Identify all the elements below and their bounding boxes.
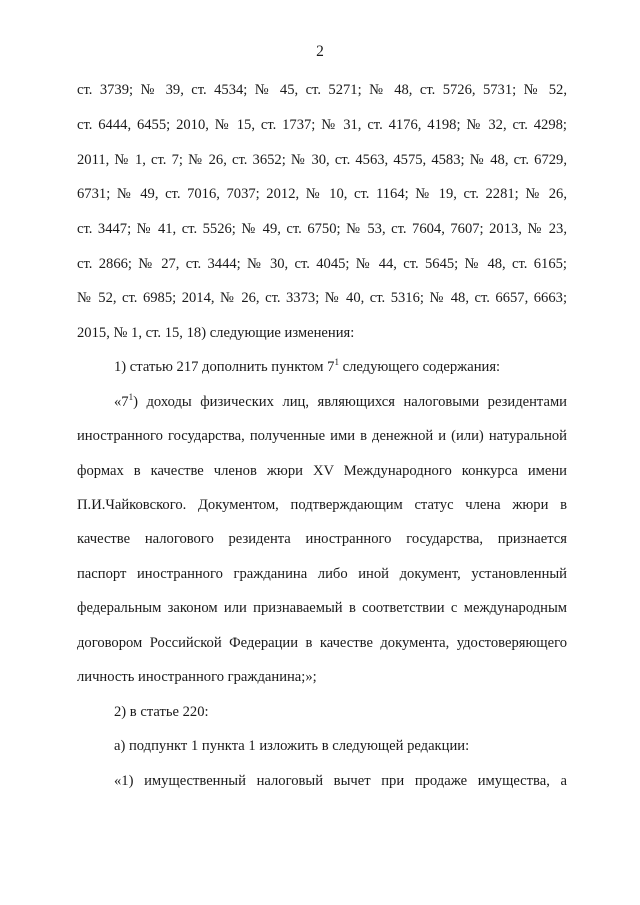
item-1-text: 1) статью 217 дополнить пунктом 7 bbox=[114, 359, 335, 375]
quote-open: «7 bbox=[114, 394, 129, 410]
text-line: ст. 2866; № 27, ст. 3444; № 30, ст. 4045; № 44, ст. 5645; № 48, ст. 6165; bbox=[77, 256, 567, 272]
item-2-line: 2) в статье 220: bbox=[114, 704, 209, 720]
text-line: качестве налогового резидента иностранного государства, признается bbox=[77, 531, 567, 547]
text-line: личность иностранного гражданина;»; bbox=[77, 669, 317, 685]
quote-text-rest: ) доходы физических лиц, являющихся налоговыми резидентами bbox=[133, 394, 567, 410]
text-line: ст. 3447; № 41, ст. 5526; № 49, ст. 6750; № 53, ст. 7604, 7607; 2013, № 23, bbox=[77, 221, 567, 237]
quote-start-line bbox=[114, 394, 567, 411]
text-line: иностранного государства, полученные ими в денежной и (или) натуральной bbox=[77, 428, 567, 444]
text-line: договором Российской Федерации в качестве документа, удостоверяющего bbox=[77, 635, 567, 651]
text-line: ст. 3739; № 39, ст. 4534; № 45, ст. 5271; № 48, ст. 5726, 5731; № 52, bbox=[77, 82, 567, 98]
quote-line: «1) имущественный налоговый вычет при продаже имущества, а bbox=[114, 773, 567, 789]
text-line: формах в качестве членов жюри XV Международного конкурса имени bbox=[77, 463, 567, 479]
subitem-a-line: а) подпункт 1 пункта 1 изложить в следующей редакции: bbox=[114, 738, 470, 754]
superscript: 1 bbox=[334, 357, 339, 367]
text-line: 2015, № 1, ст. 15, 18) следующие изменения: bbox=[77, 325, 355, 341]
item-1-line bbox=[114, 359, 567, 376]
page-number: 2 bbox=[316, 43, 324, 60]
text-line: 6731; № 49, ст. 7016, 7037; 2012, № 10, ст. 1164; № 19, ст. 2281; № 26, bbox=[77, 186, 567, 202]
text-line: П.И.Чайковского. Документом, подтверждающим статус члена жюри в bbox=[77, 497, 567, 513]
text-line: федеральным законом или признаваемый в соответствии с международным bbox=[77, 600, 567, 616]
text-line: ст. 6444, 6455; 2010, № 15, ст. 1737; № 31, ст. 4176, 4198; № 32, ст. 4298; bbox=[77, 117, 567, 133]
item-1-text-rest: следующего содержания: bbox=[338, 359, 501, 375]
superscript: 1 bbox=[128, 392, 134, 402]
text-line: паспорт иностранного гражданина либо иной документ, установленный bbox=[77, 566, 567, 582]
text-line: № 52, ст. 6985; 2014, № 26, ст. 3373; № 40, ст. 5316; № 48, ст. 6657, 6663; bbox=[77, 290, 567, 306]
text-line: 2011, № 1, ст. 7; № 26, ст. 3652; № 30, ст. 4563, 4575, 4583; № 48, ст. 6729, bbox=[77, 152, 567, 168]
